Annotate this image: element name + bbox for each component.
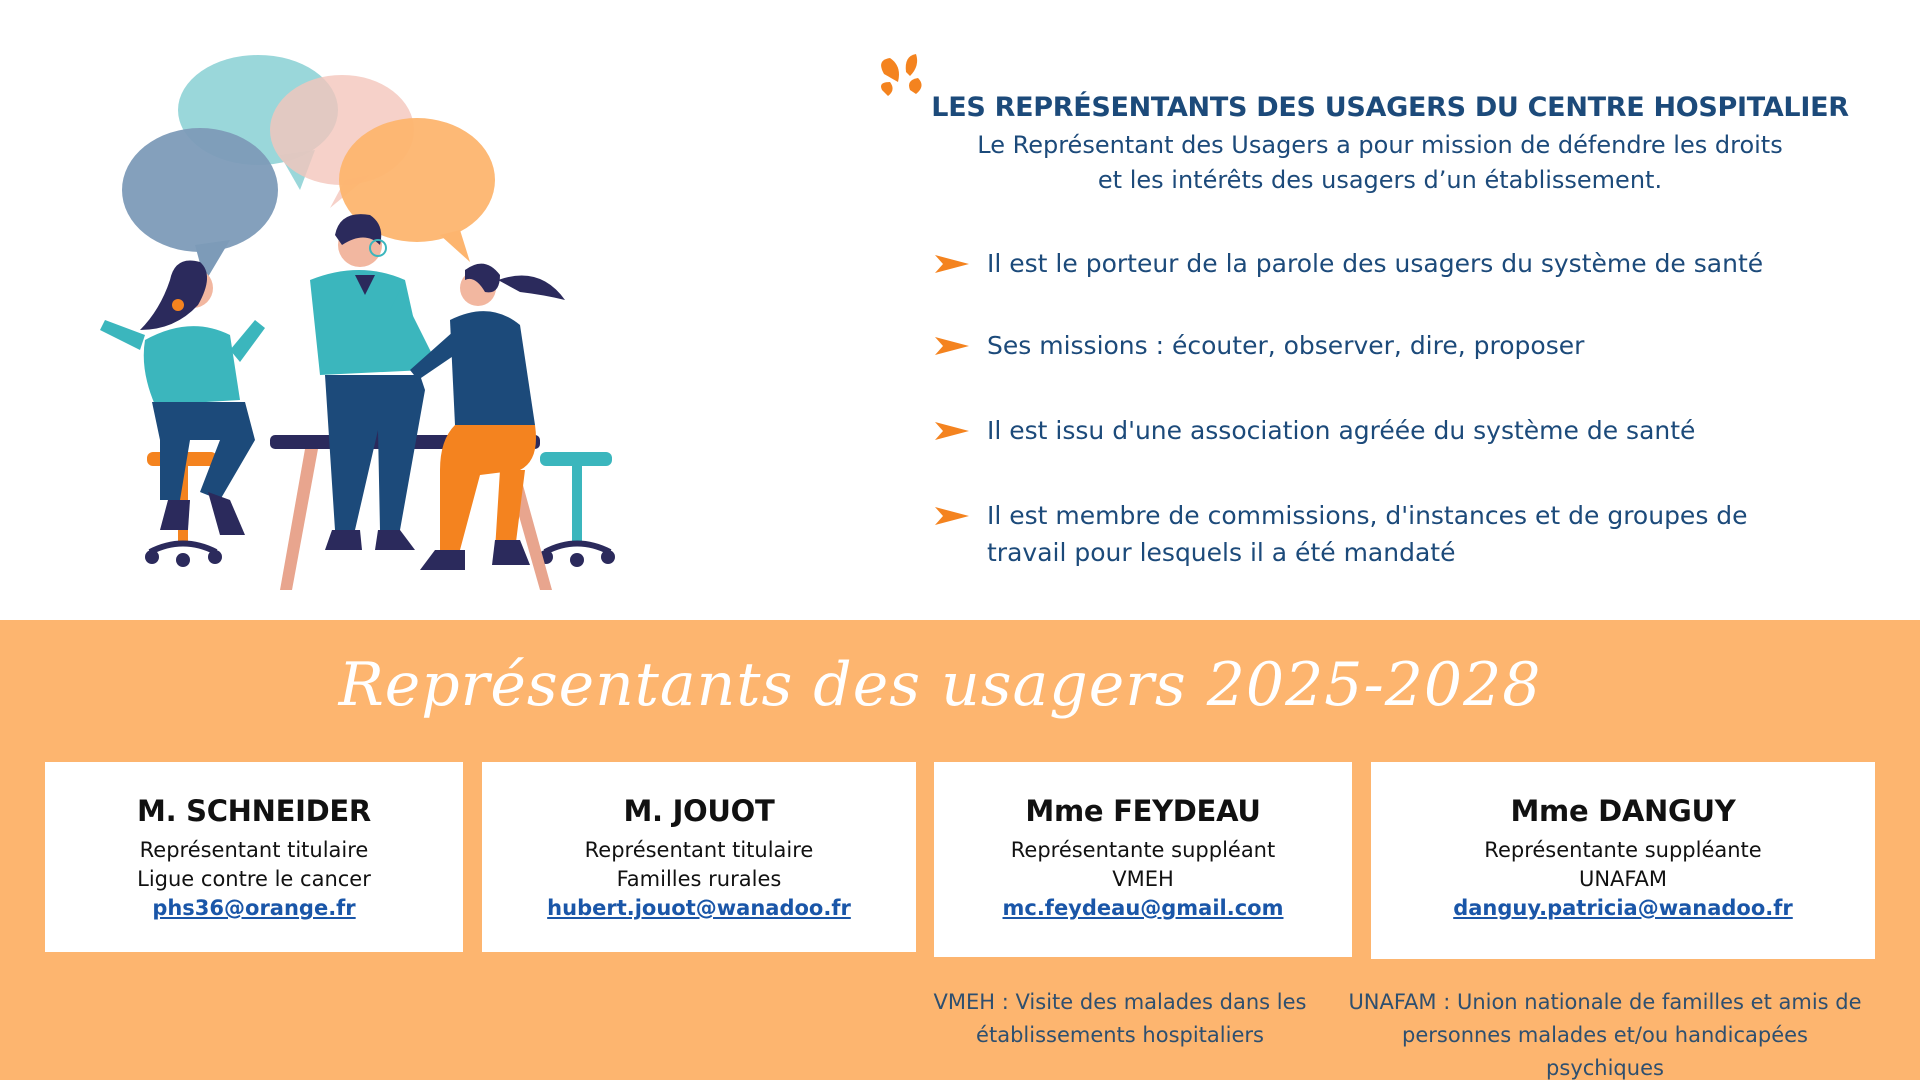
representative-role: Représentant titulaire bbox=[139, 838, 369, 862]
representative-name: Mme DANGUY bbox=[1510, 794, 1736, 828]
representative-role: Représentante suppléant bbox=[1010, 838, 1276, 862]
intro-text bbox=[880, 128, 1880, 198]
representative-organization: Familles rurales bbox=[616, 867, 782, 891]
footnote-line: UNAFAM : Union nationale de familles et amis de bbox=[1348, 990, 1862, 1014]
bullet-text: Il est membre de commissions, d'instances et de groupes de travail pour lesquels il a été mandaté bbox=[987, 501, 1748, 567]
representative-card bbox=[45, 762, 463, 952]
arrow-bullet-icon bbox=[935, 337, 969, 355]
representative-role: Représentant titulaire bbox=[584, 838, 814, 862]
email-link[interactable]: hubert.jouot@wanadoo.fr bbox=[547, 896, 851, 920]
bullet-text: Il est le porteur de la parole des usagers du système de santé bbox=[987, 249, 1764, 278]
page-title: LES REPRÉSENTANTS DES USAGERS DU CENTRE HOSPITALIER bbox=[931, 92, 1849, 123]
representative-card bbox=[934, 762, 1352, 957]
footnote-line: VMEH : Visite des malades dans les bbox=[933, 990, 1307, 1014]
section-title: Représentants des usagers 2025-2028 bbox=[338, 650, 1542, 720]
representative-name: M. JOUOT bbox=[623, 794, 775, 828]
representative-role: Représentante suppléante bbox=[1484, 838, 1762, 862]
bullet-text: Ses missions : écouter, observer, dire, proposer bbox=[987, 331, 1585, 360]
intro-line-2: et les intérêts des usagers d’un établissement. bbox=[1097, 166, 1663, 194]
representative-organization: VMEH bbox=[1112, 867, 1174, 891]
email-link[interactable]: danguy.patricia@wanadoo.fr bbox=[1453, 896, 1793, 920]
representative-card bbox=[482, 762, 916, 952]
representative-organization: Ligue contre le cancer bbox=[137, 867, 371, 891]
bullet-text: Il est issu d'une association agréée du système de santé bbox=[987, 416, 1696, 445]
arrow-bullet-icon bbox=[935, 255, 969, 273]
email-link[interactable]: mc.feydeau@gmail.com bbox=[1002, 896, 1284, 920]
representative-name: M. SCHNEIDER bbox=[137, 794, 371, 828]
arrow-bullet-icon bbox=[935, 507, 969, 525]
footnote-line: établissements hospitaliers bbox=[976, 1023, 1264, 1047]
vmeh-footnote bbox=[900, 986, 1340, 1052]
representative-card bbox=[1371, 762, 1875, 959]
unafam-footnote bbox=[1340, 986, 1870, 1085]
intro-line-1: Le Représentant des Usagers a pour mission de défendre les droits bbox=[977, 131, 1783, 159]
email-link[interactable]: phs36@orange.fr bbox=[152, 896, 356, 920]
representative-organization: UNAFAM bbox=[1578, 867, 1668, 891]
arrow-bullet-icon bbox=[935, 422, 969, 440]
team-discussion-illustration bbox=[80, 30, 720, 630]
footnote-line: personnes malades et/ou handicapées psychiques bbox=[1402, 1023, 1808, 1080]
representative-name: Mme FEYDEAU bbox=[1025, 794, 1261, 828]
